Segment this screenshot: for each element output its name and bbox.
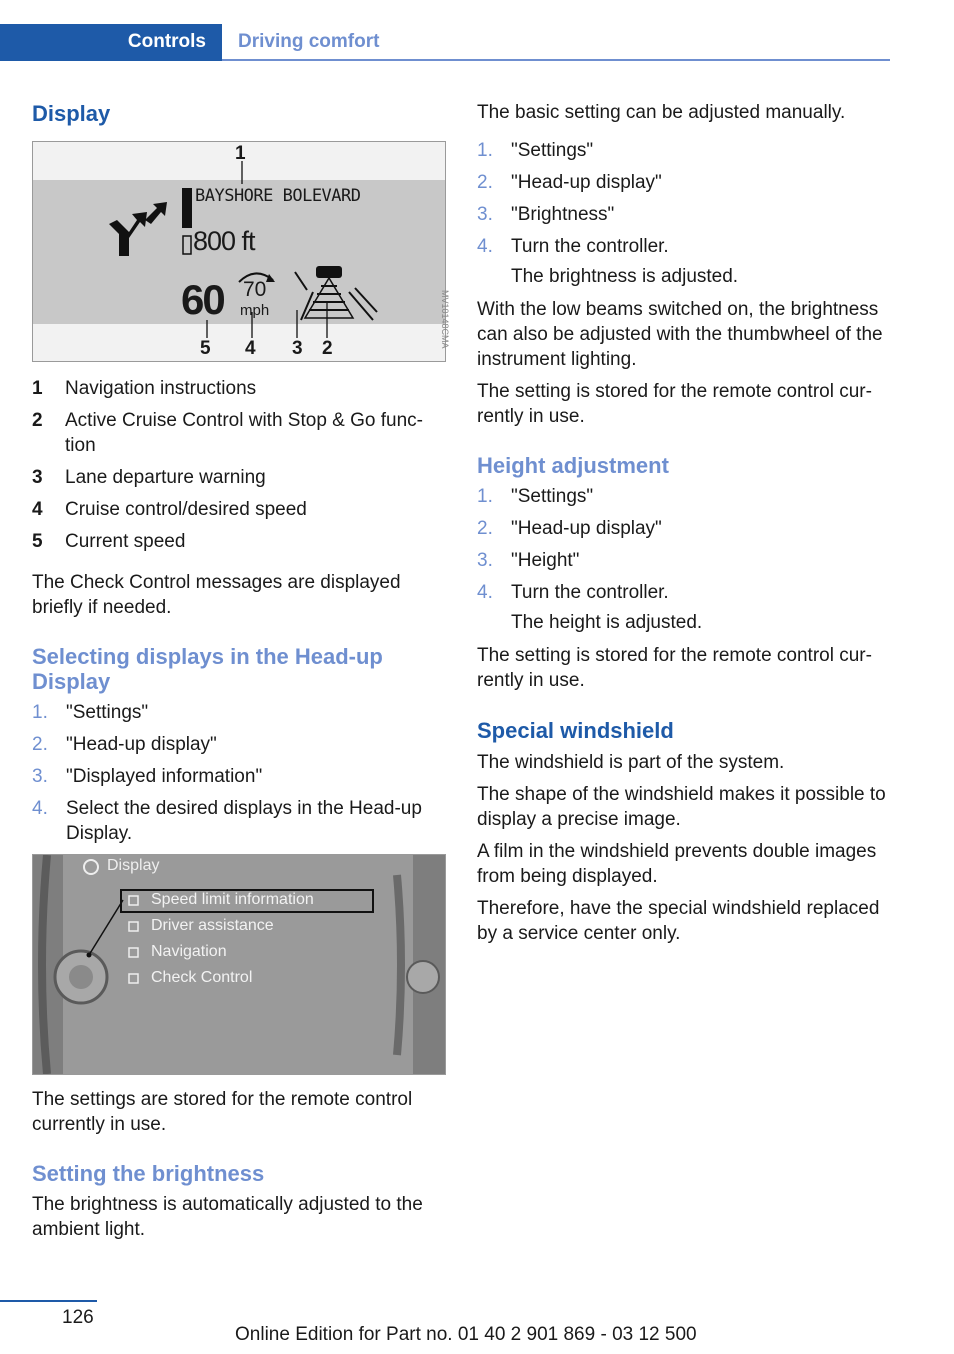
hud-set-speed: 70 [243,278,267,301]
hud-callout-4: 4 [245,338,256,359]
menu-option-driver-assistance[interactable]: Driver assistance [151,917,274,934]
hud-callout-5: 5 [200,338,211,359]
legend-item: 3 Lane departure warning [32,467,266,488]
legend-item: 4 Cruise control/desired speed [32,499,307,520]
step-item: 1. "Settings" [32,702,149,723]
page-number: 126 [62,1307,94,1328]
display-heading: Display [32,101,111,126]
step-item: 1. "Settings" [477,140,594,161]
turn-arrow-icon [109,212,147,256]
legend-item: 5 Current speed [32,531,186,552]
hud-current-speed: 60 [181,276,224,323]
figure-code: MV10148CMA [440,290,450,349]
lane-warning-icon [295,272,313,320]
step-item: 1. "Settings" [477,486,594,507]
check-control-text: The Check Control messages are displayed briefly if needed. [32,572,401,618]
step-item: 2. "Head-up display" [477,172,662,193]
menu-title: Display [107,857,160,874]
special-windshield-heading: Special windshield [477,718,674,743]
step-item: 2. "Head-up display" [477,518,662,539]
menu-option-navigation[interactable]: Navigation [151,943,227,960]
left-column [32,100,446,1249]
step-result: The height is adjusted. [511,612,703,633]
setting-stored-text: The setting is stored for the remote control cur- rently in use. [477,645,872,691]
setting-stored-text: The setting is stored for the remote control cur- rently in use. [477,381,872,427]
windshield-text-3: A film in the windshield prevents double images from being displayed. [477,841,877,887]
hud-callout-3: 3 [292,338,303,359]
right-column [477,100,891,953]
height-steps [477,484,891,635]
road-icon [305,278,353,318]
windshield-text-1: The windshield is part of the system. [477,752,785,773]
windshield-text-4: Therefore, have the special windshield replaced by a service center only. [477,898,880,944]
hud-speed-unit: mph [240,302,270,319]
basic-setting-text: The basic setting can be adjusted manually. [477,102,846,123]
selecting-displays-heading: Selecting displays in the Head-up Display [32,644,383,694]
brightness-auto-text: The brightness is automatically adjusted to the ambient light. [32,1194,423,1240]
section-label: Driving comfort [238,31,380,52]
step-item: 4. Select the desired displays in the Head-up Display. [32,798,422,844]
footer-rule [0,1300,97,1302]
hud-callout-1: 1 [235,143,246,164]
step-item: 2. "Head-up display" [32,734,217,755]
brightness-heading: Setting the brightness [32,1161,265,1186]
edition-text: Online Edition for Part no. 01 40 2 901 869 - 03 12 500 [235,1324,697,1345]
menu-option-speed-limit[interactable]: Speed limit information [151,891,314,908]
header-rule [222,59,890,61]
vehicle-ahead-icon [316,266,342,278]
legend-item: 1 Navigation instructions [32,378,257,399]
low-beams-text: With the low beams switched on, the brightness can also be adjusted with the thumbwheel of the instrument lighting. [477,299,883,370]
idrive-display-menu-illustration [32,854,446,1075]
legend-item: 2 Active Cruise Control with Stop & Go func- tion [32,410,423,456]
height-adjustment-heading: Height adjustment [477,453,669,478]
step-item: 3. "Height" [477,550,580,571]
chapter-tab-label: Controls [127,31,206,52]
step-item: 4. Turn the controller. [477,236,669,257]
next-turn-arrow-icon [145,202,167,224]
hud-distance: 800 ft [193,226,255,256]
step-result: The brightness is adjusted. [511,266,739,287]
menu-option-check-control[interactable]: Check Control [151,969,253,986]
hud-illustration [32,141,446,362]
hud-street-name: BAYSHORE BOLEVARD [195,186,361,206]
selecting-steps [32,700,446,846]
step-item: 3. "Brightness" [477,204,615,225]
brightness-steps [477,138,891,289]
hud-callout-2: 2 [322,338,333,359]
step-item: 3. "Displayed information" [32,766,263,787]
chapter-tab [0,24,222,61]
settings-stored-text: The settings are stored for the remote control currently in use. [32,1089,413,1135]
windshield-text-2: The shape of the windshield makes it possible to display a precise image. [477,784,886,830]
step-item: 4. Turn the controller. [477,582,669,603]
callout-legend [32,376,446,554]
